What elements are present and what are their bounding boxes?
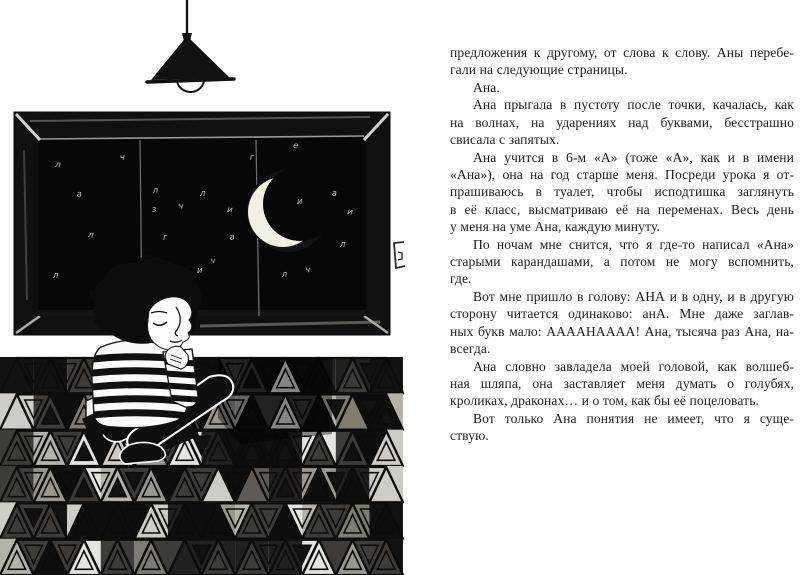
floor-tile: [369, 466, 403, 502]
text-line: старыми карандашами, а потом не могу вспомнить,: [450, 254, 794, 270]
sky-letter: л: [340, 240, 346, 250]
floor-tile: [0, 393, 34, 429]
sky-letter: и: [297, 197, 303, 207]
text-line: ных букв мало: ААААНАААА! Ана, тысяча раз Ана, на-: [450, 323, 794, 339]
text-line: гали на следующие страницы.: [450, 62, 628, 78]
sky-letter: ч: [209, 256, 216, 267]
night-window: [14, 112, 390, 335]
sky-letter: л: [87, 230, 95, 241]
text-line: Вот мне пришло в голову: АНА и в одну, и в другую: [473, 288, 794, 304]
text-line: предложения к другому, от слова к слову. Аны перебе-: [450, 45, 794, 60]
lamp-shade: [151, 36, 230, 80]
text-line: «Ана»), она на год старше меня. Посреди урока я от-: [450, 166, 794, 182]
child-shadow: [218, 358, 332, 444]
sky-letter: а: [228, 232, 236, 243]
light-switch-sketch: [394, 242, 405, 268]
window-sill: [38, 310, 366, 316]
sky-letter: г: [249, 152, 255, 163]
text-line: Ана прыгала в пустоту после точки, качалась, как: [473, 97, 794, 113]
right-page-text: [450, 44, 794, 445]
text-line: всегда.: [450, 341, 491, 357]
sky-letter: и: [197, 266, 203, 276]
sky-letter: л: [200, 189, 206, 199]
text-line: сторону читается одинаково: анА. Мне даже заглав-: [450, 306, 794, 322]
sky-letter: а: [76, 189, 83, 200]
sky-letter: а: [331, 188, 338, 199]
text-line: где.: [450, 271, 472, 287]
sky-letter: л: [281, 269, 288, 280]
text-line: ствую.: [450, 428, 489, 444]
sky-letter: и: [226, 205, 234, 216]
text-line: кроликах, драконах… и о том, как бы её поцеловать.: [450, 393, 759, 409]
text-block: [450, 44, 794, 445]
sky-letter: л: [152, 185, 159, 196]
sky-letter: е: [292, 141, 299, 152]
sky-letter: л: [53, 271, 59, 281]
sky-letter: и: [346, 207, 354, 218]
text-line: Ана учится в 6-м «А» (тоже «А», как и в имени: [473, 149, 794, 165]
text-line: у меня на уме Ана, каждую минуту.: [450, 219, 660, 235]
text-line: ная шляпа, она заставляет меня думать о голубях,: [450, 376, 794, 392]
sky-letter: г: [163, 233, 168, 243]
text-line: Ана словно завладела моей головой, как волшеб-: [473, 358, 794, 374]
sky-letter: ч: [177, 201, 184, 212]
pendant-lamp: [147, 0, 234, 92]
floor-tile: [0, 357, 34, 393]
sky-letter: ч: [304, 265, 311, 276]
text-line: По ночам мне снится, что я где-то написал «Ана»: [473, 236, 794, 252]
text-line: свисала с запятых.: [450, 132, 560, 148]
sky-letter: л: [54, 160, 62, 171]
text-line: прашиваюсь в туалет, чтобы исподтишка заглянуть: [450, 184, 794, 200]
text-line: на волнах, на ударениях над буквами, бесстрашно: [450, 114, 794, 130]
text-line: в её класс, высматриваю её на переменах. Весь день: [450, 201, 794, 217]
sky-letter: з: [151, 204, 157, 215]
text-line: Ана.: [473, 79, 500, 95]
child-foot: [120, 442, 165, 464]
sky-letter: ч: [119, 152, 126, 163]
text-line: Вот только Ана понятия не имеет, что я суще-: [473, 410, 794, 426]
